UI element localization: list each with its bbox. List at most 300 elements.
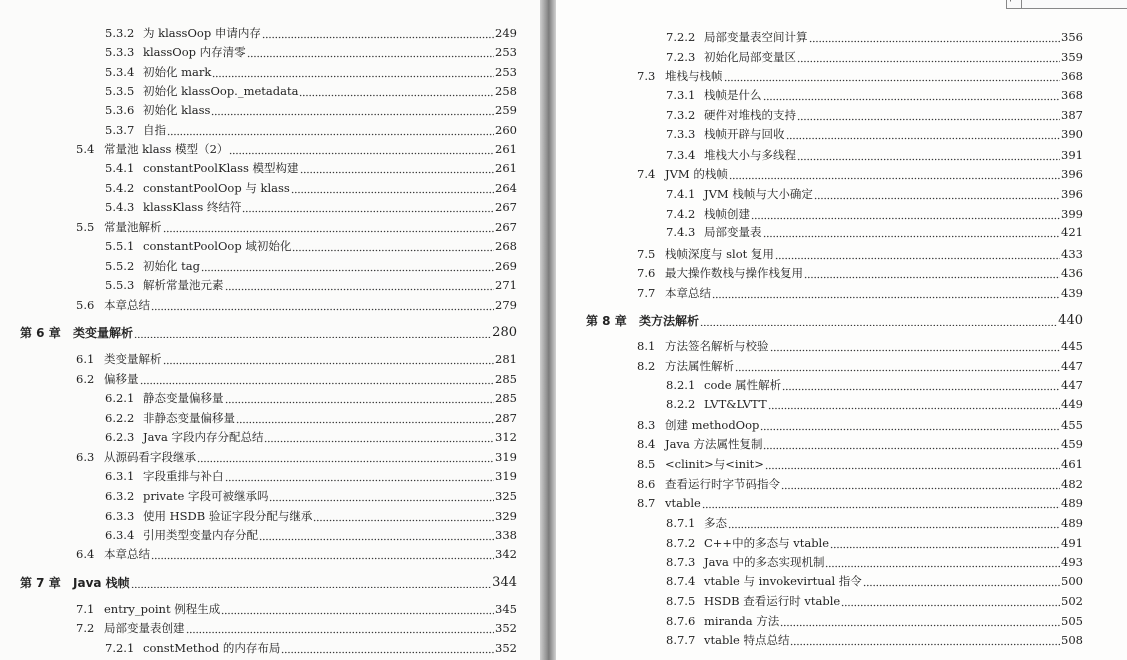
dot-leader: [134, 327, 491, 338]
toc-entry-page-number: 342: [495, 547, 517, 561]
toc-entry-title: 常量池 klass 模型（2）: [104, 142, 229, 156]
toc-entry-page-number: 325: [495, 489, 517, 503]
toc-entry-page-number: 459: [1061, 437, 1083, 451]
toc-entry: [666, 632, 1083, 648]
dot-leader: [225, 471, 495, 482]
toc-entry: [637, 476, 1083, 492]
toc-entry-title: 类变量解析: [104, 352, 162, 366]
toc-entry: [105, 102, 517, 118]
toc-entry-page-number: 253: [495, 65, 517, 79]
toc-entry-number: 6.3.4: [105, 528, 135, 542]
dot-leader: [729, 169, 1060, 180]
toc-entry-number: 8.7.6: [666, 614, 696, 628]
toc-entry-number: 8.7.2: [666, 536, 696, 550]
toc-entry-number: 8.7.3: [666, 555, 696, 569]
toc-entry-number: 8.4: [637, 437, 656, 451]
toc-entry-title: JVM 栈帧与大小确定: [704, 187, 813, 201]
toc-entry-title: code 属性解析: [704, 378, 782, 392]
dot-leader: [702, 498, 1060, 509]
dot-leader: [797, 52, 1060, 63]
toc-entry-title: 最大操作数栈与操作栈复用: [665, 266, 803, 280]
toc-entry-title: 偏移量: [104, 372, 139, 386]
toc-entry: [76, 297, 517, 313]
toc-entry-page-number: 264: [495, 181, 517, 195]
dot-leader: [259, 530, 494, 541]
dot-leader: [151, 300, 494, 311]
toc-entry-number: 7.1: [76, 602, 95, 616]
corner-ruler: [1006, 0, 1127, 9]
toc-entry-title: vtable: [665, 496, 701, 510]
toc-entry: [105, 122, 517, 138]
dot-leader: [131, 577, 492, 588]
toc-entry-page-number: 285: [495, 372, 517, 386]
toc-entry-title: 本章总结: [665, 286, 711, 300]
dot-leader: [751, 209, 1060, 220]
toc-entry-title: 查看运行时字节码指令: [665, 477, 780, 491]
dot-leader: [292, 241, 494, 252]
dot-leader: [735, 361, 1060, 372]
toc-entry-page-number: 258: [495, 84, 517, 98]
toc-entry-title: <clinit>与<init>: [665, 457, 764, 471]
toc-entry: [666, 554, 1083, 570]
toc-entry-title: 硬件对堆栈的支持: [704, 108, 796, 122]
toc-entry: [105, 258, 517, 274]
toc-entry-title: constantPoolOop 与 klass: [143, 181, 290, 195]
toc-entry-number: 6.2.2: [105, 411, 135, 425]
dot-leader: [770, 341, 1061, 352]
toc-entry-page-number: 491: [1061, 536, 1083, 550]
toc-entry: [105, 180, 517, 196]
toc-entry-page-number: 285: [495, 391, 517, 405]
toc-entry-page-number: 368: [1061, 88, 1083, 102]
toc-entry-page-number: 352: [495, 641, 517, 655]
toc-entry-page-number: 249: [495, 26, 517, 40]
dot-leader: [775, 249, 1060, 260]
dot-leader: [163, 222, 495, 233]
toc-entry-number: 7.2: [76, 621, 95, 635]
dot-leader: [765, 459, 1060, 470]
dot-leader: [728, 518, 1060, 529]
toc-entry-title: 初始化局部变量区: [704, 50, 796, 64]
toc-entry-page-number: 455: [1061, 418, 1083, 432]
toc-entry-title: 栈帧是什么: [704, 88, 762, 102]
toc-entry-page-number: 368: [1061, 69, 1083, 83]
toc-entry-page-number: 338: [495, 528, 517, 542]
toc-entry-number: 8.1: [637, 339, 656, 353]
toc-entry-number: 5.5: [76, 220, 95, 234]
toc-entry-title: 引用类型变量内存分配: [143, 528, 258, 542]
toc-entry: [105, 25, 517, 41]
toc-entry: [105, 488, 517, 504]
toc-entry-number: 5.3.5: [105, 84, 135, 98]
dot-leader: [264, 432, 494, 443]
toc-entry-number: 7.4.1: [666, 187, 696, 201]
toc-entry-number: 5.3.7: [105, 123, 135, 137]
toc-entry: [666, 377, 1083, 393]
dot-leader: [712, 288, 1060, 299]
corner-mark-icon: ⌐: [1009, 0, 1018, 6]
dot-leader: [186, 623, 495, 634]
toc-entry-page-number: 271: [495, 278, 517, 292]
dot-leader: [247, 47, 494, 58]
toc-entry-title: 初始化 mark: [143, 65, 212, 79]
toc-entry-title: 方法签名解析与校验: [665, 339, 769, 353]
toc-entry: [105, 199, 517, 215]
toc-entry-page-number: 399: [1061, 207, 1083, 221]
toc-entry-number: 7.3: [637, 69, 656, 83]
toc-entry-page-number: 439: [1061, 286, 1083, 300]
right-page: [556, 0, 1127, 660]
dot-leader: [786, 129, 1061, 140]
toc-entry-number: 5.3.2: [105, 26, 135, 40]
toc-entry-title: private 字段可被继承吗: [143, 489, 269, 503]
toc-entry-number: 8.2: [637, 359, 656, 373]
toc-entry-title: 局部变量表空间计算: [704, 30, 808, 44]
toc-entry-number: 7.3.1: [666, 88, 696, 102]
toc-entry-title: constantPoolOop 域初始化: [143, 239, 292, 253]
toc-entry: [637, 456, 1083, 472]
dot-leader: [281, 643, 494, 654]
dot-leader: [782, 380, 1060, 391]
toc-entry-title: 字段重排与补白: [143, 469, 224, 483]
dot-leader: [201, 261, 494, 272]
toc-entry-title: 栈帧深度与 slot 复用: [665, 247, 774, 261]
dot-leader: [797, 110, 1060, 121]
toc-entry: [76, 601, 517, 617]
toc-entry-number: 5.4: [76, 142, 95, 156]
toc-entry: [637, 436, 1083, 452]
toc-entry: [666, 49, 1083, 65]
toc-entry-page-number: 319: [495, 469, 517, 483]
toc-entry-number: 8.6: [637, 477, 656, 491]
toc-entry: [666, 107, 1083, 123]
toc-entry: [76, 219, 517, 235]
toc-entry: [666, 573, 1083, 589]
toc-entry: [637, 338, 1083, 354]
toc-entry: [76, 546, 517, 562]
toc-entry-number: 第 8 章: [586, 314, 627, 328]
toc-entry: [76, 141, 517, 157]
toc-entry-title: Java 中的多态实现机制: [704, 555, 825, 569]
toc-entry-title: Java 字段内存分配总结: [143, 430, 264, 444]
toc-chapter-entry: [20, 324, 517, 341]
toc-entry-title: Java 方法属性复制: [665, 437, 763, 451]
toc-entry-title: 初始化 klass: [143, 103, 211, 117]
toc-entry-title: LVT&LVTT: [704, 397, 767, 411]
toc-entry-number: 6.2: [76, 372, 95, 386]
toc-entry-title: 类方法解析: [639, 314, 700, 328]
left-page: [0, 0, 540, 660]
toc-entry-title: 局部变量表创建: [104, 621, 185, 635]
dot-leader: [724, 71, 1061, 82]
toc-entry-number: 5.3.6: [105, 103, 135, 117]
toc-entry-number: 6.3.3: [105, 509, 135, 523]
toc-entry: [105, 83, 517, 99]
dot-leader: [229, 144, 494, 155]
toc-entry-page-number: 489: [1061, 496, 1083, 510]
toc-entry-page-number: 447: [1061, 378, 1083, 392]
toc-entry-title: 局部变量表: [704, 225, 762, 239]
toc-entry-number: 8.7.5: [666, 594, 696, 608]
toc-entry-number: 7.3.4: [666, 148, 696, 162]
toc-entry: [666, 613, 1083, 629]
toc-entry-page-number: 253: [495, 45, 517, 59]
toc-entry-number: 5.3.4: [105, 65, 135, 79]
toc-entry-title: 类变量解析: [73, 326, 134, 340]
toc-entry: [105, 160, 517, 176]
toc-entry-page-number: 396: [1061, 187, 1083, 201]
toc-entry-title: 堆栈大小与多线程: [704, 148, 796, 162]
toc-entry-number: 5.4.1: [105, 161, 135, 175]
toc-entry-page-number: 269: [495, 259, 517, 273]
dot-leader: [221, 604, 494, 615]
toc-entry-number: 7.3.2: [666, 108, 696, 122]
toc-entry-number: 6.4: [76, 547, 95, 561]
toc-entry-number: 8.7.4: [666, 574, 696, 588]
toc-entry-number: 6.2.1: [105, 391, 135, 405]
dot-leader: [163, 354, 495, 365]
dot-leader: [225, 280, 495, 291]
toc-entry-number: 8.7.7: [666, 633, 696, 647]
toc-entry-number: 7.2.1: [105, 641, 135, 655]
toc-entry-number: 7.4: [637, 167, 656, 181]
toc-entry: [105, 640, 517, 656]
dot-leader: [291, 183, 494, 194]
toc-entry-title: klassOop 内存清零: [143, 45, 246, 59]
toc-entry: [637, 358, 1083, 374]
toc-entry-page-number: 344: [492, 575, 517, 590]
toc-entry-page-number: 387: [1061, 108, 1083, 122]
toc-entry-title: entry_point 例程生成: [104, 602, 221, 616]
dot-leader: [300, 163, 494, 174]
toc-entry: [666, 535, 1083, 551]
toc-entry-title: 创建 methodOop: [665, 418, 760, 432]
toc-entry: [666, 224, 1083, 240]
toc-entry-title: 堆栈与栈帧: [665, 69, 723, 83]
toc-entry-number: 6.2.3: [105, 430, 135, 444]
toc-entry-title: Java 栈帧: [73, 576, 130, 590]
toc-entry: [105, 468, 517, 484]
toc-entry-title: 从源码看字段继承: [104, 450, 196, 464]
toc-entry-page-number: 267: [495, 220, 517, 234]
toc-chapter-entry: [20, 574, 517, 591]
toc-entry-page-number: 261: [495, 161, 517, 175]
toc-entry: [666, 147, 1083, 163]
toc-entry: [105, 410, 517, 426]
toc-entry-number: 7.4.2: [666, 207, 696, 221]
toc-entry-number: 8.2.2: [666, 397, 696, 411]
dot-leader: [863, 576, 1060, 587]
toc-entry-number: 7.7: [637, 286, 656, 300]
toc-entry: [666, 186, 1083, 202]
toc-entry: [105, 277, 517, 293]
toc-entry-number: 6.3: [76, 450, 95, 464]
toc-entry-page-number: 345: [495, 602, 517, 616]
toc-entry-title: 本章总结: [104, 298, 150, 312]
toc-entry: [76, 620, 517, 636]
toc-entry-page-number: 359: [1061, 50, 1083, 64]
dot-leader: [763, 227, 1061, 238]
dot-leader: [763, 90, 1061, 101]
toc-entry-page-number: 390: [1061, 127, 1083, 141]
dot-leader: [313, 511, 494, 522]
toc-entry-page-number: 500: [1061, 574, 1083, 588]
toc-entry-page-number: 493: [1061, 555, 1083, 569]
toc-entry-number: 5.3.3: [105, 45, 135, 59]
toc-entry: [105, 508, 517, 524]
dot-leader: [167, 125, 494, 136]
toc-entry: [666, 206, 1083, 222]
toc-entry-page-number: 312: [495, 430, 517, 444]
toc-entry-page-number: 396: [1061, 167, 1083, 181]
toc-entry: [637, 285, 1083, 301]
toc-entry-number: 第 6 章: [20, 326, 61, 340]
toc-entry: [666, 593, 1083, 609]
dot-leader: [225, 393, 495, 404]
toc-entry: [76, 449, 517, 465]
toc-entry-title: 常量池解析: [104, 220, 162, 234]
toc-entry-number: 7.2.3: [666, 50, 696, 64]
dot-leader: [700, 315, 1057, 326]
toc-entry-page-number: 482: [1061, 477, 1083, 491]
toc-entry-number: 5.5.2: [105, 259, 135, 273]
toc-entry-number: 6.1: [76, 352, 95, 366]
dot-leader: [197, 452, 494, 463]
toc-entry-number: 5.4.2: [105, 181, 135, 195]
book-gutter: [540, 0, 556, 660]
dot-leader: [809, 32, 1061, 43]
dot-leader: [242, 202, 494, 213]
toc-entry-title: constMethod 的内存布局: [143, 641, 281, 655]
dot-leader: [140, 374, 495, 385]
toc-entry-title: 多态: [704, 516, 727, 530]
toc-entry: [76, 351, 517, 367]
toc-entry: [666, 515, 1083, 531]
toc-entry-page-number: 433: [1061, 247, 1083, 261]
toc-entry: [637, 166, 1083, 182]
toc-entry-title: 解析常量池元素: [143, 278, 224, 292]
toc-entry-page-number: 449: [1061, 397, 1083, 411]
toc-entry-number: 5.5.3: [105, 278, 135, 292]
dot-leader: [825, 557, 1060, 568]
dot-leader: [212, 67, 494, 78]
toc-entry-title: miranda 方法: [704, 614, 780, 628]
toc-entry-number: 6.3.1: [105, 469, 135, 483]
toc-entry-number: 8.3: [637, 418, 656, 432]
dot-leader: [269, 491, 494, 502]
toc-entry-title: JVM 的栈帧: [665, 167, 728, 181]
dot-leader: [299, 86, 494, 97]
toc-entry-title: vtable 与 invokevirtual 指令: [704, 574, 862, 588]
toc-entry-page-number: 329: [495, 509, 517, 523]
toc-entry-title: klassKlass 终结符: [143, 200, 242, 214]
toc-entry-title: 自指: [143, 123, 166, 137]
dot-leader: [768, 399, 1060, 410]
toc-entry-page-number: 421: [1061, 225, 1083, 239]
toc-entry-title: vtable 特点总结: [704, 633, 790, 647]
dot-leader: [797, 150, 1060, 161]
toc-entry: [666, 87, 1083, 103]
toc-entry-number: 8.5: [637, 457, 656, 471]
toc-entry-page-number: 436: [1061, 266, 1083, 280]
toc-entry-title: 初始化 klassOop._metadata: [143, 84, 299, 98]
toc-entry-page-number: 287: [495, 411, 517, 425]
toc-entry: [666, 126, 1083, 142]
toc-entry-number: 第 7 章: [20, 576, 61, 590]
toc-entry-page-number: 445: [1061, 339, 1083, 353]
dot-leader: [841, 596, 1060, 607]
toc-entry: [637, 417, 1083, 433]
toc-entry-title: 静态变量偏移量: [143, 391, 224, 405]
toc-entry: [637, 496, 1083, 510]
toc-entry-page-number: 447: [1061, 359, 1083, 373]
toc-entry-title: 本章总结: [104, 547, 150, 561]
toc-entry-page-number: 280: [492, 325, 517, 340]
toc-entry-number: 6.3.2: [105, 489, 135, 503]
toc-entry-page-number: 352: [495, 621, 517, 635]
dot-leader: [760, 420, 1060, 431]
toc-entry-number: 7.4.3: [666, 225, 696, 239]
toc-entry: [105, 429, 517, 445]
toc-entry-title: HSDB 查看运行时 vtable: [704, 594, 841, 608]
toc-entry-page-number: 279: [495, 298, 517, 312]
toc-entry-page-number: 260: [495, 123, 517, 137]
toc-entry-page-number: 508: [1061, 633, 1083, 647]
toc-entry-title: 栈帧创建: [704, 207, 750, 221]
toc-entry: [637, 68, 1083, 84]
toc-entry-number: 5.4.3: [105, 200, 135, 214]
toc-entry: [637, 246, 1083, 262]
toc-entry: [76, 371, 517, 387]
toc-entry-title: 为 klassOop 申请内存: [143, 26, 261, 40]
dot-leader: [790, 635, 1060, 646]
toc-entry-number: 7.5: [637, 247, 656, 261]
dot-leader: [804, 268, 1060, 279]
toc-entry-page-number: 281: [495, 352, 517, 366]
toc-entry-title: 栈帧开辟与回收: [704, 127, 785, 141]
toc-entry-page-number: 356: [1061, 30, 1083, 44]
toc-entry-number: 8.7: [637, 496, 656, 510]
toc-entry-number: 8.2.1: [666, 378, 696, 392]
toc-entry-page-number: 440: [1058, 313, 1083, 328]
toc-entry-page-number: 489: [1061, 516, 1083, 530]
toc-entry-title: 使用 HSDB 验证字段分配与继承: [143, 509, 313, 523]
toc-entry: [105, 64, 517, 80]
dot-leader: [211, 105, 494, 116]
dot-leader: [781, 479, 1060, 490]
dot-leader: [814, 189, 1060, 200]
dot-leader: [236, 413, 494, 424]
toc-entry-number: 7.2.2: [666, 30, 696, 44]
toc-entry: [666, 29, 1083, 45]
toc-entry-page-number: 391: [1061, 148, 1083, 162]
toc-entry-number: 5.6: [76, 298, 95, 312]
toc-entry-title: C++中的多态与 vtable: [704, 536, 830, 550]
dot-leader: [763, 439, 1060, 450]
toc-entry-page-number: 261: [495, 142, 517, 156]
toc-entry: [105, 390, 517, 406]
toc-entry-number: 7.3.3: [666, 127, 696, 141]
dot-leader: [151, 549, 494, 560]
toc-entry-title: 初始化 tag: [143, 259, 200, 273]
toc-chapter-entry: [586, 312, 1083, 329]
toc-entry-number: 7.6: [637, 266, 656, 280]
toc-entry-page-number: 461: [1061, 457, 1083, 471]
toc-entry-page-number: 505: [1061, 614, 1083, 628]
toc-entry: [637, 265, 1083, 281]
toc-entry: [666, 397, 1083, 411]
toc-entry: [105, 527, 517, 543]
